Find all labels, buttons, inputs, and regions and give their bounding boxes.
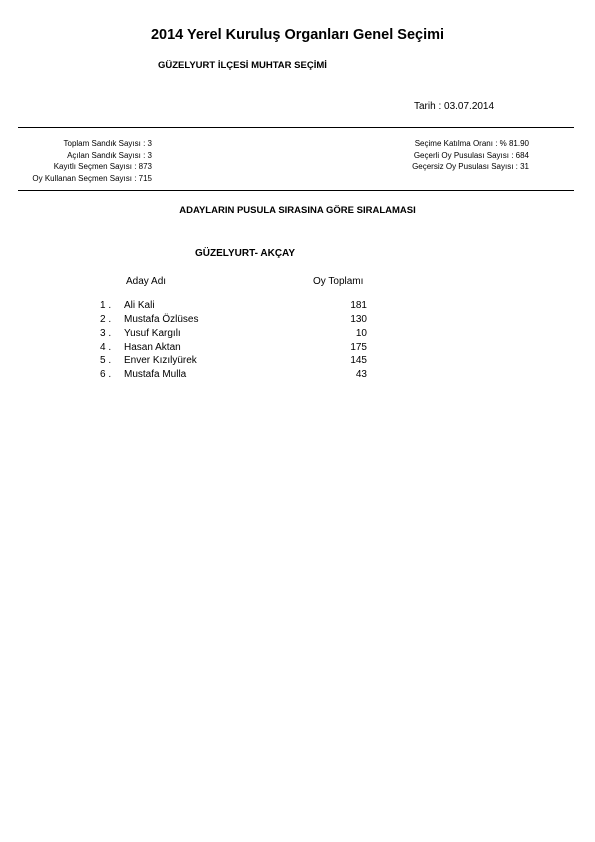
candidate-number: 6 .	[100, 369, 112, 380]
column-header-vote-total: Oy Toplamı	[313, 276, 364, 287]
top-divider	[18, 127, 574, 128]
stat-voters-cast: Oy Kullanan Seçmen Sayısı : 715	[32, 173, 152, 183]
stat-registered-voters: Kayıtlı Seçmen Sayısı : 873	[53, 162, 152, 171]
column-header-candidate-name: Aday Adı	[126, 276, 167, 287]
candidate-name: Mustafa Özlüses	[124, 314, 199, 325]
stat-invalid-ballots: Geçersiz Oy Pusulası Sayısı : 31	[412, 162, 529, 171]
candidate-votes: 175	[350, 342, 367, 353]
candidate-votes: 130	[350, 314, 367, 325]
candidate-number: 4 .	[100, 342, 112, 353]
document-title: 2014 Yerel Kuruluş Organları Genel Seçimi	[150, 27, 445, 43]
candidate-name: Ali Kali	[124, 300, 155, 311]
candidate-number: 2 .	[100, 314, 112, 325]
bottom-divider	[18, 190, 574, 191]
stat-total-ballot-boxes: Toplam Sandık Sayısı : 3	[63, 139, 152, 148]
candidate-number: 5 .	[100, 355, 112, 366]
candidate-votes: 145	[350, 355, 367, 366]
stat-valid-ballots: Geçerli Oy Pusulası Sayısı : 684	[413, 150, 529, 160]
candidate-votes: 181	[350, 300, 367, 311]
section-heading: ADAYLARIN PUSULA SIRASINA GÖRE SIRALAMASI	[179, 205, 416, 216]
candidate-name: Enver Kızılyürek	[124, 355, 197, 366]
candidate-votes: 43	[355, 369, 367, 380]
candidate-name: Mustafa Mulla	[124, 369, 187, 380]
candidate-number: 3 .	[100, 328, 112, 339]
candidate-number: 1 .	[100, 300, 112, 311]
document-date: Tarih : 03.07.2014	[414, 101, 495, 112]
region-title: GÜZELYURT- AKÇAY	[195, 248, 296, 259]
candidate-votes: 10	[355, 328, 367, 339]
candidate-name: Hasan Aktan	[124, 342, 181, 353]
stat-turnout-rate: Seçime Katılma Oranı : % 81.90	[414, 139, 529, 148]
stat-opened-ballot-boxes: Açılan Sandık Sayısı : 3	[67, 150, 152, 160]
candidate-name: Yusuf Kargılı	[124, 328, 181, 339]
document-subtitle: GÜZELYURT İLÇESİ MUHTAR SEÇİMİ	[158, 60, 327, 71]
